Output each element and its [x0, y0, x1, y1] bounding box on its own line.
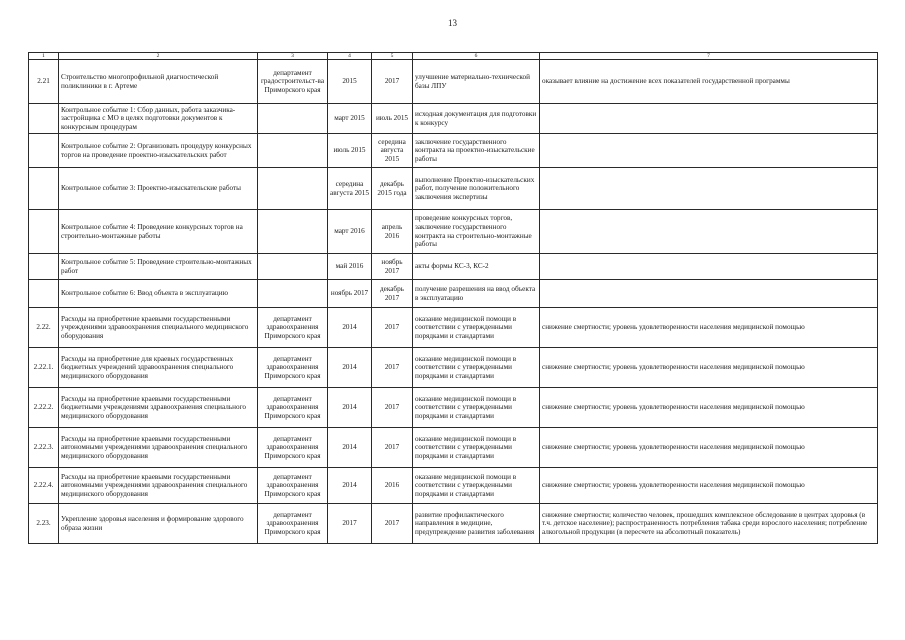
- activity-name: Контрольное событие 5: Проведение строительно-монтажных работ: [59, 254, 258, 280]
- end-date: июль 2015: [372, 104, 413, 134]
- start-date: 2014: [328, 308, 372, 348]
- activity-name: Контрольное событие 6: Ввод объекта в эксплуатацию: [59, 280, 258, 308]
- end-date: 2017: [372, 388, 413, 428]
- activity-name: Контрольное событие 3: Проектно-изыскательские работы: [59, 168, 258, 210]
- table-row: [29, 104, 878, 134]
- row-number: [29, 280, 59, 308]
- page-number: 13: [448, 18, 457, 28]
- indicator-link: снижение смертности; количество человек, прошедших комплексное обследование в центрах здоровья (в т.ч. детское население); распространенность потребления табака среди взрослого населения; потребление алкогольной продукции (в пересчете на абсолютный показатель): [540, 504, 878, 544]
- activity-name: Строительство многопрофильной диагностической поликлиники в г. Артеме: [59, 60, 258, 104]
- expected-result: оказание медицинской помощи в соответствии с утвержденными порядками и стандартами: [413, 468, 540, 504]
- activity-name: Расходы на приобретение краевыми государственными автономными учреждениями здравоохранения специального медицинского оборудования: [59, 468, 258, 504]
- expected-result: заключение государственного контракта на проектно-изыскательские работы: [413, 134, 540, 168]
- table-row: [29, 428, 878, 468]
- activity-name: Расходы на приобретение краевыми государственными автономными учреждениями здравоохранения специального медицинского оборудования: [59, 428, 258, 468]
- start-date: март 2016: [328, 210, 372, 254]
- start-date: 2015: [328, 60, 372, 104]
- end-date: 2017: [372, 504, 413, 544]
- activity-name: Расходы на приобретение для краевых государственных бюджетных учреждений здравоохранения специального медицинского оборудования: [59, 348, 258, 388]
- column-number: 7: [540, 53, 878, 60]
- start-date: 2014: [328, 428, 372, 468]
- responsible-executor: департамент здравоохранения Приморского края: [258, 388, 328, 428]
- start-date: ноябрь 2017: [328, 280, 372, 308]
- table-row: [29, 468, 878, 504]
- column-number: 4: [328, 53, 372, 60]
- responsible-executor: департамент здравоохранения Приморского края: [258, 504, 328, 544]
- indicator-link: [540, 280, 878, 308]
- column-number: 5: [372, 53, 413, 60]
- responsible-executor: департамент здравоохранения Приморского края: [258, 428, 328, 468]
- responsible-executor: департамент здравоохранения Приморского края: [258, 468, 328, 504]
- responsible-executor: [258, 280, 328, 308]
- expected-result: оказание медицинской помощи в соответствии с утвержденными порядками и стандартами: [413, 388, 540, 428]
- program-activities-table: [28, 52, 878, 544]
- table-row: [29, 308, 878, 348]
- expected-result: улучшение материально-технической базы ЛПУ: [413, 60, 540, 104]
- expected-result: проведение конкурсных торгов, заключение государственного контракта на строительно-монтажные работы: [413, 210, 540, 254]
- indicator-link: снижение смертности; уровень удовлетворенности населения медицинской помощью: [540, 388, 878, 428]
- table-row: [29, 280, 878, 308]
- responsible-executor: [258, 254, 328, 280]
- start-date: июль 2015: [328, 134, 372, 168]
- column-number: 3: [258, 53, 328, 60]
- responsible-executor: [258, 210, 328, 254]
- table-row: [29, 168, 878, 210]
- end-date: 2017: [372, 60, 413, 104]
- row-number: 2.22.2.: [29, 388, 59, 428]
- row-number: 2.22.1.: [29, 348, 59, 388]
- table-body: [29, 53, 878, 544]
- indicator-link: снижение смертности; уровень удовлетворенности населения медицинской помощью: [540, 468, 878, 504]
- responsible-executor: [258, 134, 328, 168]
- responsible-executor: [258, 168, 328, 210]
- start-date: 2014: [328, 348, 372, 388]
- expected-result: акты формы КС-3, КС-2: [413, 254, 540, 280]
- row-number: 2.22.: [29, 308, 59, 348]
- indicator-link: [540, 168, 878, 210]
- table-row: [29, 134, 878, 168]
- end-date: апрель 2016: [372, 210, 413, 254]
- end-date: 2017: [372, 348, 413, 388]
- start-date: середина августа 2015: [328, 168, 372, 210]
- table-row: [29, 388, 878, 428]
- table-row: [29, 504, 878, 544]
- start-date: 2014: [328, 468, 372, 504]
- activity-name: Контрольное событие 4: Проведение конкурсных торгов на строительно-монтажные работы: [59, 210, 258, 254]
- activity-name: Расходы на приобретение краевыми государственными учреждениями здравоохранения специального медицинского оборудования: [59, 308, 258, 348]
- responsible-executor: [258, 104, 328, 134]
- responsible-executor: департамент градостроительст-ва Приморского края: [258, 60, 328, 104]
- end-date: декабрь 2017: [372, 280, 413, 308]
- activity-name: Контрольное событие 2: Организовать процедуру конкурсных торгов на проведение проектно-изыскательских работ: [59, 134, 258, 168]
- indicator-link: [540, 134, 878, 168]
- end-date: 2017: [372, 308, 413, 348]
- indicator-link: снижение смертности; уровень удовлетворенности населения медицинской помощью: [540, 308, 878, 348]
- expected-result: оказание медицинской помощи в соответствии с утвержденными порядками и стандартами: [413, 308, 540, 348]
- table-row: [29, 60, 878, 104]
- start-date: май 2016: [328, 254, 372, 280]
- expected-result: развитие профилактического направления в медицине, предупреждение развития заболевания: [413, 504, 540, 544]
- expected-result: оказание медицинской помощи в соответствии с утвержденными порядками и стандартами: [413, 348, 540, 388]
- activity-name: Расходы на приобретение краевыми государственными бюджетными учреждениями здравоохранения специального медицинского оборудования: [59, 388, 258, 428]
- indicator-link: оказывает влияние на достижение всех показателей государственной программы: [540, 60, 878, 104]
- table-row: [29, 210, 878, 254]
- column-number: 2: [59, 53, 258, 60]
- end-date: середина августа 2015: [372, 134, 413, 168]
- responsible-executor: департамент здравоохранения Приморского края: [258, 308, 328, 348]
- column-number: 6: [413, 53, 540, 60]
- expected-result: оказание медицинской помощи в соответствии с утвержденными порядками и стандартами: [413, 428, 540, 468]
- row-number: 2.22.4.: [29, 468, 59, 504]
- end-date: 2017: [372, 428, 413, 468]
- row-number: [29, 210, 59, 254]
- expected-result: выполнение Проектно-изыскательских работ, получение положительного заключения экспертизы: [413, 168, 540, 210]
- row-number: [29, 168, 59, 210]
- start-date: март 2015: [328, 104, 372, 134]
- activity-name: Контрольное событие 1: Сбор данных, работа заказчика-застройщика с МО в целях подготовки документов к конкурсным процедурам: [59, 104, 258, 134]
- end-date: 2016: [372, 468, 413, 504]
- row-number: 2.22.3.: [29, 428, 59, 468]
- indicator-link: снижение смертности; уровень удовлетворенности населения медицинской помощью: [540, 348, 878, 388]
- indicator-link: [540, 210, 878, 254]
- row-number: [29, 134, 59, 168]
- end-date: ноябрь 2017: [372, 254, 413, 280]
- row-number: 2.21: [29, 60, 59, 104]
- start-date: 2014: [328, 388, 372, 428]
- activity-name: Укрепление здоровья населения и формирование здорового образа жизни: [59, 504, 258, 544]
- table-row: [29, 254, 878, 280]
- responsible-executor: департамент здравоохранения Приморского края: [258, 348, 328, 388]
- table-row: [29, 348, 878, 388]
- row-number: [29, 254, 59, 280]
- end-date: декабрь 2015 года: [372, 168, 413, 210]
- column-number: 1: [29, 53, 59, 60]
- row-number: 2.23.: [29, 504, 59, 544]
- expected-result: получение разрешения на ввод объекта в эксплуатацию: [413, 280, 540, 308]
- column-number-row: [29, 53, 878, 60]
- start-date: 2017: [328, 504, 372, 544]
- indicator-link: [540, 104, 878, 134]
- indicator-link: [540, 254, 878, 280]
- row-number: [29, 104, 59, 134]
- expected-result: исходная документация для подготовки к конкурсу: [413, 104, 540, 134]
- indicator-link: снижение смертности; уровень удовлетворенности населения медицинской помощью: [540, 428, 878, 468]
